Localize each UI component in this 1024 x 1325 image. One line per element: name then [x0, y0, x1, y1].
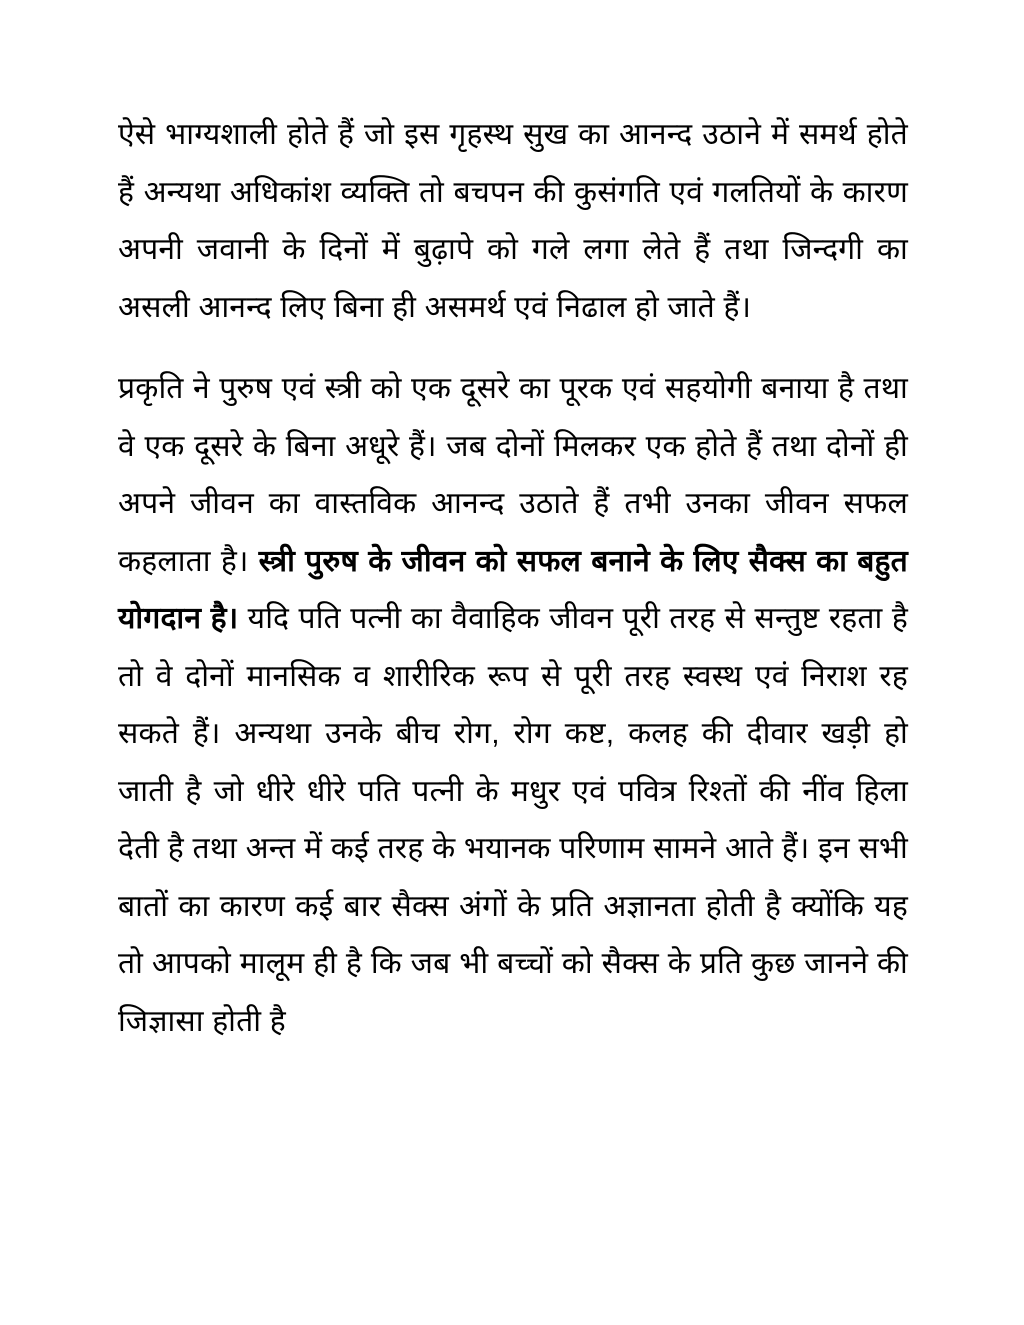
- paragraph-1: [118, 106, 908, 336]
- text-run: यदि पति पत्नी का वैवाहिक जीवन पूरी तरह से सन्तुष्ट रहता है तो वे दोनों मानसिक व शारीरिक रूप से पूरी तरह स्वस्थ एवं निराश रह सकते हैं। अन्यथा उनके बीच रोग, रोग कष्ट, कलह की दीवार खड़ी हो जाती है जो धीरे धीरे पति पत्नी के मधुर एवं पवित्र रिश्तों की नींव हिला देती है तथा अन्त में कई तरह के भयानक परिणाम सामने आते हैं। इन सभी बातों का कारण कई बार सैक्स अंगों के प्रति अज्ञानता होती है क्योंकि यह तो आपको मालूम ही है कि जब भी बच्चों को सैक्स के प्रति कुछ जानने की जिज्ञासा होती है: [118, 602, 908, 1038]
- text-run: ऐसे भाग्यशाली होते हैं जो इस गृहस्थ सुख का आनन्द उठाने में समर्थ होते हैं अन्यथा अधिकांश व्यक्ति तो बचपन की कुसंगति एवं गलतियों के कारण अपनी जवानी के दिनों में बुढ़ापे को गले लगा लेते हैं तथा जिन्दगी का असली आनन्द लिए बिना ही असमर्थ एवं निढाल हो जाते हैं।: [118, 118, 908, 324]
- body-text: [118, 106, 908, 1074]
- paragraph-2: [118, 360, 908, 1050]
- text-run: प्रकृति ने पुरुष एवं स्त्री को एक दूसरे का पूरक एवं सहयोगी बनाया है तथा वे एक दूसरे के बिना अधूरे हैं। जब दोनों मिलकर एक होते हैं तथा दोनों ही अपने जीवन का वास्तविक आनन्द उठाते हैं तभी उनका जीवन सफल कहलाता है।: [118, 372, 908, 578]
- text-run-bold: स्त्री पुरुष के जीवन को सफल बनाने के लिए सैक्स का बहुत योगदान है।: [118, 544, 908, 635]
